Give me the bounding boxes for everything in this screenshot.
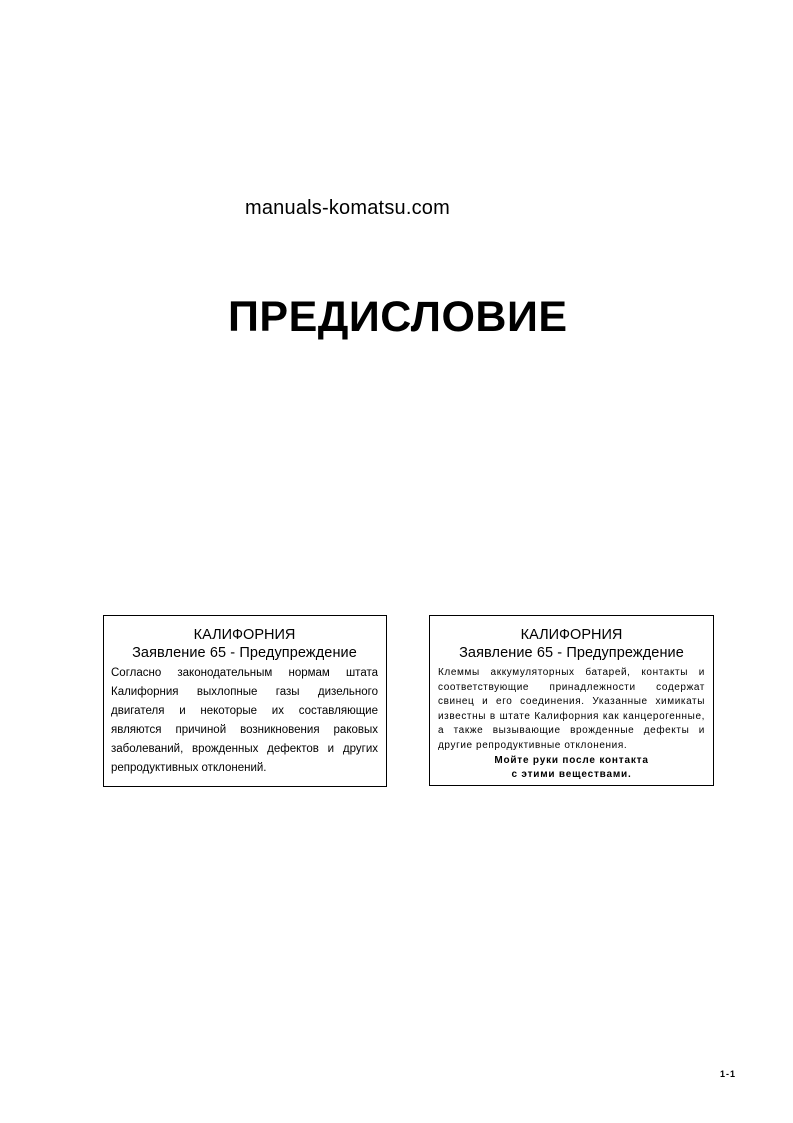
warning-emphasis-line-1: Мойте руки после контакта xyxy=(494,754,649,766)
warning-subheading: Заявление 65 - Предупреждение xyxy=(459,645,684,661)
warning-body: Согласно законодательным нормам штата Калифорния выхлопные газы дизельного двигателя и некоторые их составляющие являются причиной возникновения раковых заболеваний, врожденных дефектов и других репродуктивных отклонений. xyxy=(111,667,378,774)
page-number: 1-1 xyxy=(720,1069,737,1079)
warning-emphasis-line-2: с этими веществами. xyxy=(511,769,632,781)
warning-box-exhaust xyxy=(103,615,387,787)
warning-box-battery xyxy=(429,615,714,786)
page-title: ПРЕДИСЛОВИЕ xyxy=(228,293,568,341)
warning-heading: КАЛИФОРНИЯ xyxy=(520,627,623,643)
warning-heading: КАЛИФОРНИЯ xyxy=(193,627,296,643)
site-url: manuals-komatsu.com xyxy=(245,197,450,219)
warning-subheading: Заявление 65 - Предупреждение xyxy=(132,645,357,661)
warning-body: Клеммы аккумуляторных батарей, контакты и соответствующие принадлежности содержат свинец и его соединения. Указанные химикаты известны в штате Калифорния как канцерогенные, а также вызывающие врожденные дефекты и другие репродуктивные отклонения. xyxy=(438,667,705,751)
